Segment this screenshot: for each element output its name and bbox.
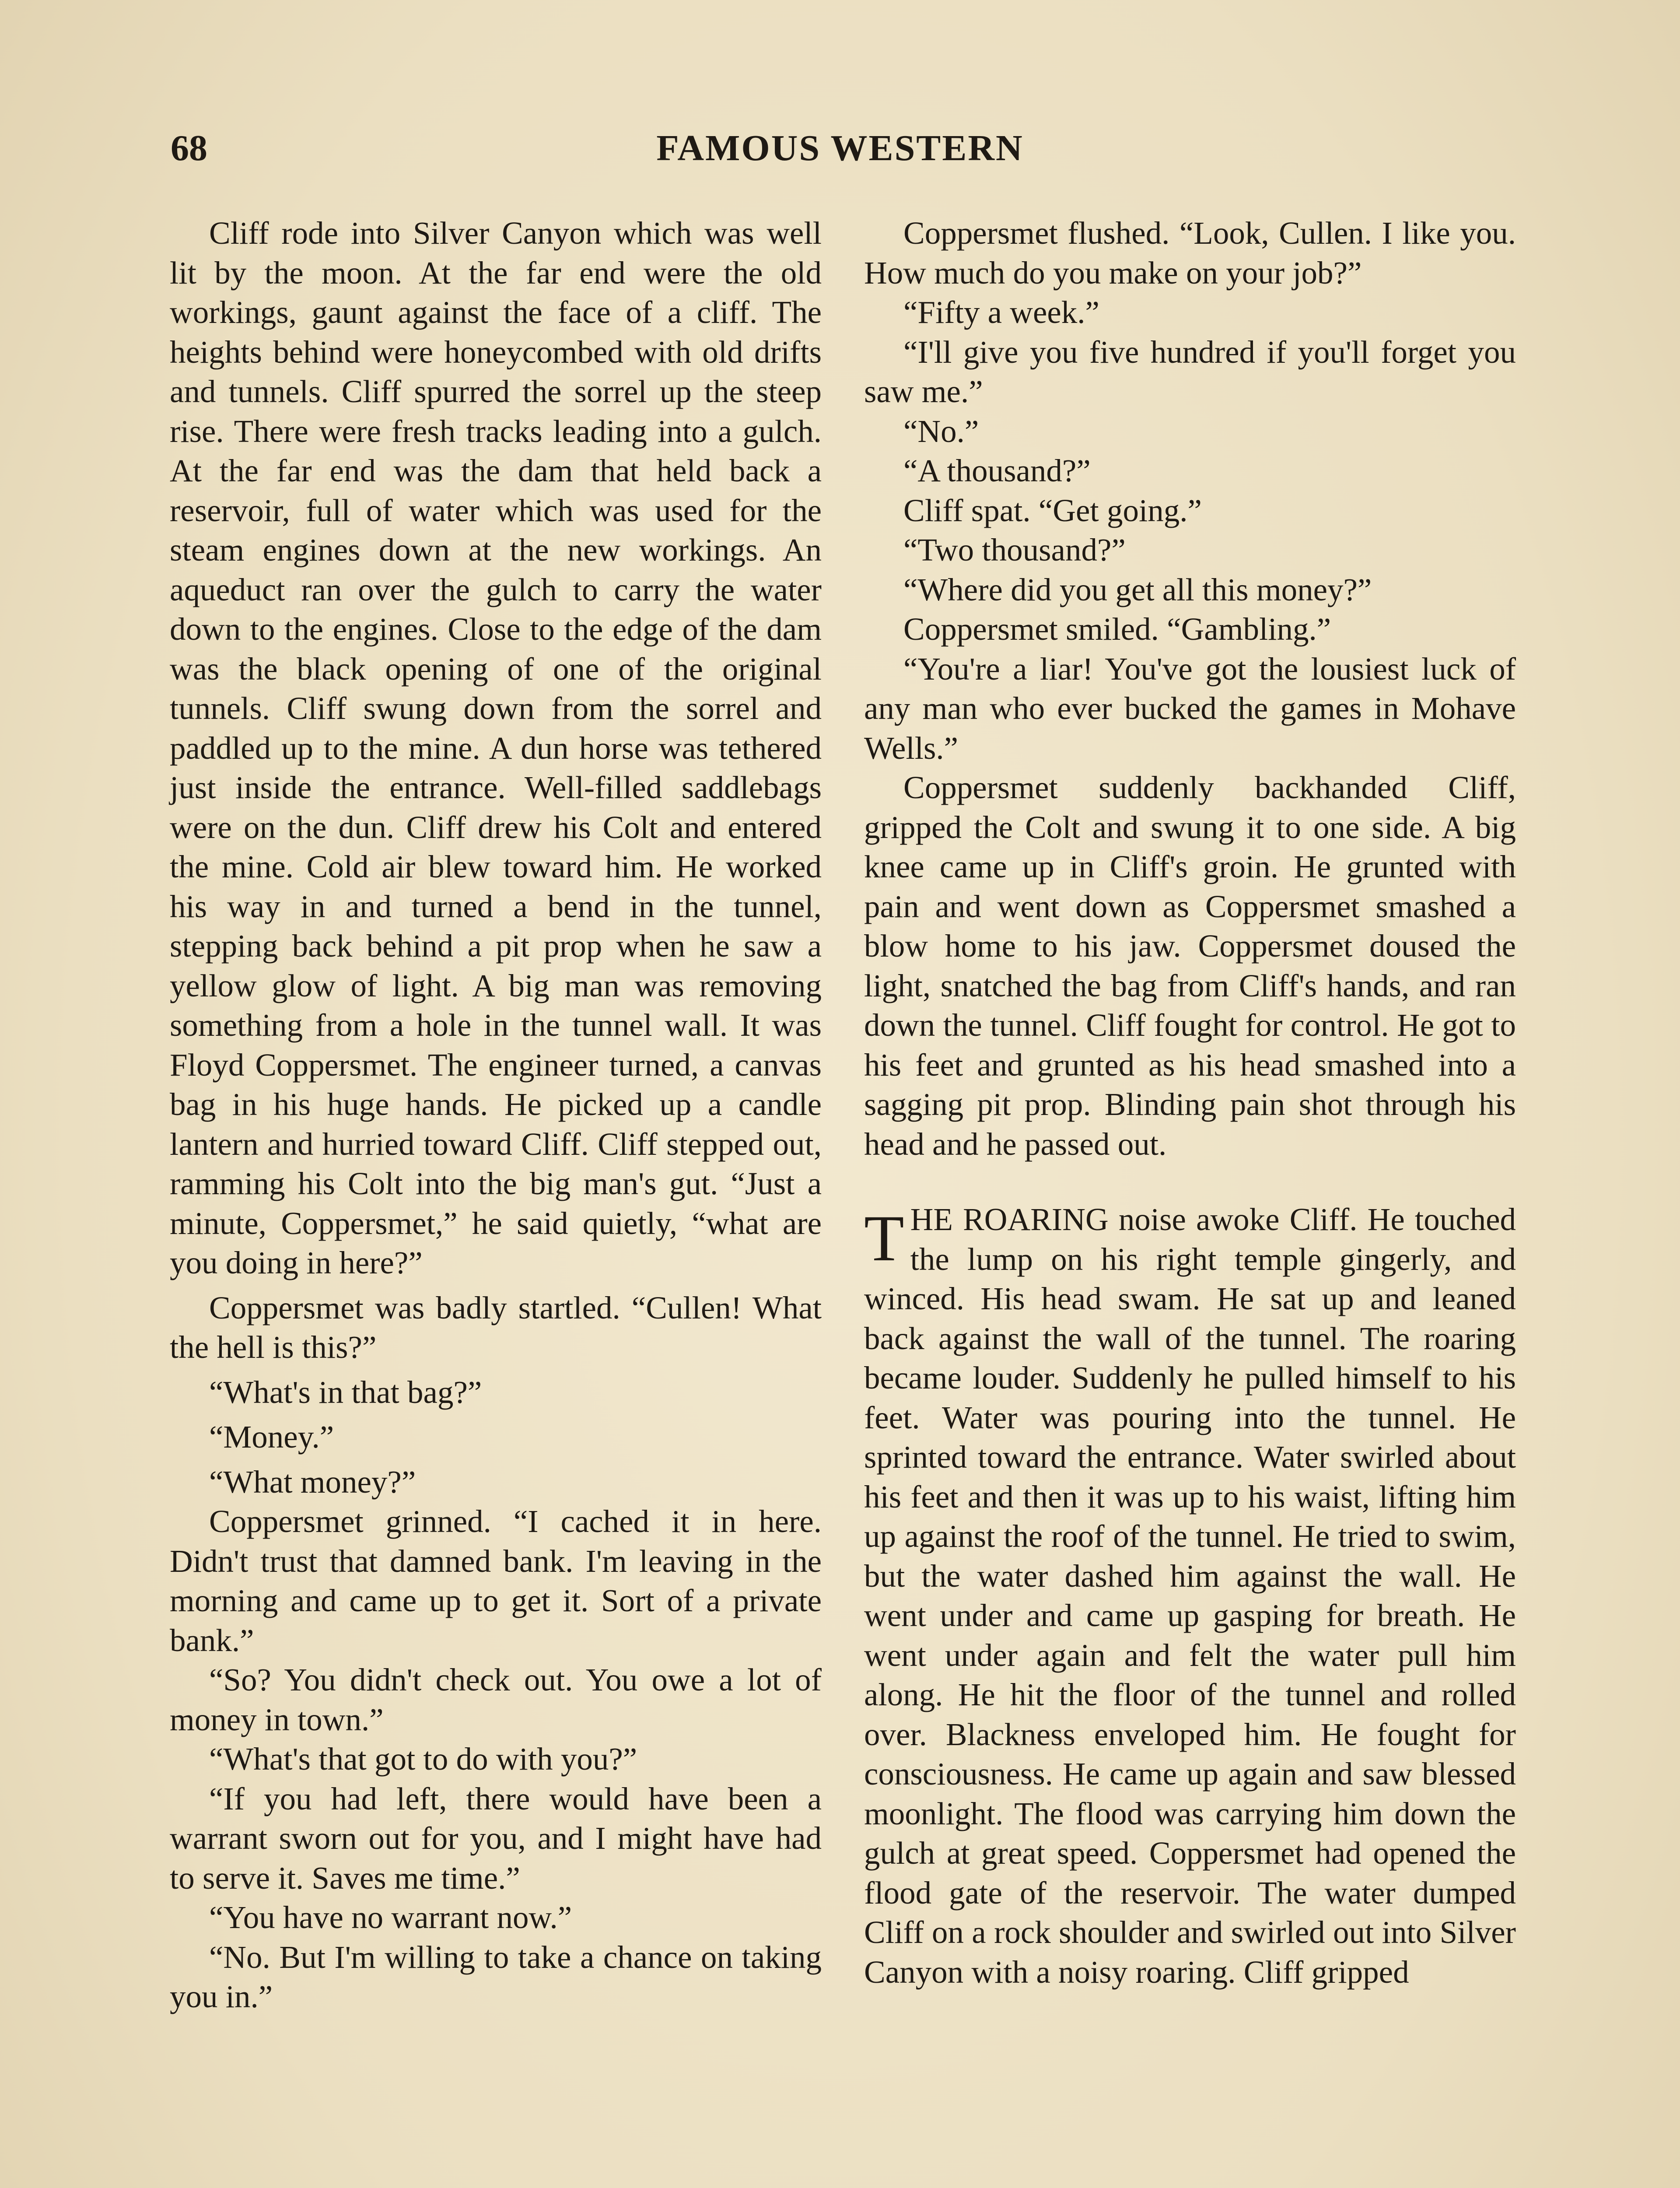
paragraph: “What's that got to do with you?”	[209, 1741, 637, 1777]
paragraph: “If you had left, there would have been a warrant sworn out for you, and I might have had to serve it. Saves me time.”	[170, 1781, 822, 1896]
paragraph: “No. But I'm willing to take a chance on taking you in.”	[170, 1939, 822, 2014]
paragraph: “What's in that bag?”	[209, 1374, 482, 1410]
section-opening-paragraph	[864, 1200, 1516, 1992]
left-column	[170, 214, 822, 2017]
paragraph: “So? You didn't check out. You owe a lot of money in town.”	[170, 1662, 822, 1737]
paragraph: Coppersmet flushed. “Look, Cullen. I like you. How much do you make on your job?”	[864, 215, 1516, 291]
paragraph: Coppersmet smiled. “Gambling.”	[903, 611, 1331, 647]
paragraph: “No.”	[903, 413, 979, 449]
paragraph: “What money?”	[209, 1464, 416, 1500]
paragraph: “Where did you get all this money?”	[903, 572, 1372, 607]
section-text: noise awoke Cliff. He touched the lump on his right temple gingerly, and winced. His head swam. He sat up and leaned back against the wall of the tunnel. The roaring became louder. Suddenly he pulled himself to his feet. Water was pouring into the tunnel. He sprinted toward the entrance. Water swirled about his feet and then it was up to his waist, lifting him up against the roof of the tunnel. He tried to swim, but the water dashed him against the wall. He went under and came up gasping for breath. He went under again and felt the water pull him along. He hit the floor of the tunnel and rolled over. Blackness enveloped him. He fought for consciousness. He came up again and saw blessed moonlight. The flood was carrying him down the gulch at great speed. Coppersmet had opened the flood gate of the reservoir. The water dumped Cliff on a rock shoulder and swirled out into Silver Canyon with a noisy roaring. Cliff gripped	[864, 1202, 1516, 1990]
paragraph: “You're a liar! You've got the lousiest luck of any man who ever bucked the games in Mohave Wells.”	[864, 651, 1516, 766]
paragraph: Coppersmet was badly startled. “Cullen! What the hell is this?”	[170, 1290, 822, 1365]
section-lead-in: HE ROARING	[910, 1202, 1109, 1237]
page-number: 68	[171, 128, 207, 168]
paragraph: “Money.”	[209, 1419, 334, 1455]
paragraph: “Two thousand?”	[903, 532, 1126, 568]
page-header	[171, 127, 1509, 175]
paragraph: “Fifty a week.”	[903, 295, 1099, 330]
running-title: FAMOUS WESTERN	[656, 128, 1024, 168]
drop-cap: T	[864, 1202, 904, 1275]
paragraph: “You have no warrant now.”	[209, 1900, 572, 1935]
paragraph: Cliff spat. “Get going.”	[903, 492, 1202, 528]
right-column	[864, 214, 1516, 1992]
paragraph: Cliff rode into Silver Canyon which was well lit by the moon. At the far end were the old workings, gaunt against the face of a cliff. The heights behind were honeycombed with old drifts and tunnels. Cliff spurred the sorrel up the steep rise. There were fresh tracks leading into a gulch. At the far end was the dam that held back a reservoir, full of water which was used for the steam engines down at the new workings. An aqueduct ran over the gulch to carry the water down to the engines. Close to the edge of the dam was the black opening of one of the original tunnels. Cliff swung down from the sorrel and paddled up to the mine. A dun horse was tethered just inside the entrance. Well-filled saddlebags were on the dun. Cliff drew his Colt and entered the mine. Cold air blew toward him. He worked his way in and turned a bend in the tunnel, stepping back behind a pit prop when he saw a yellow glow of light. A big man was removing something from a hole in the tunnel wall. It was Floyd Coppersmet. The engineer turned, a canvas bag in his huge hands. He picked up a candle lantern and hurried toward Cliff. Cliff stepped out, ramming his Colt into the big man's gut. “Just a minute, Coppersmet,” he said quietly, “what are you doing in here?”	[170, 215, 822, 1280]
paragraph: “A thousand?”	[903, 453, 1091, 488]
paragraph: “I'll give you five hundred if you'll forget you saw me.”	[864, 334, 1516, 409]
paragraph: Coppersmet suddenly backhanded Cliff, gripped the Colt and swung it to one side. A big knee came up in Cliff's groin. He grunted with pain and went down as Coppersmet smashed a blow home to his jaw. Coppersmet doused the light, snatched the bag from Cliff's hands, and ran down the tunnel. Cliff fought for control. He got to his feet and grunted as his head smashed into a sagging pit prop. Blinding pain shot through his head and he passed out.	[864, 770, 1516, 1162]
paragraph: Coppersmet grinned. “I cached it in here. Didn't trust that damned bank. I'm leaving in the morning and came up to get it. Sort of a private bank.”	[170, 1504, 822, 1658]
